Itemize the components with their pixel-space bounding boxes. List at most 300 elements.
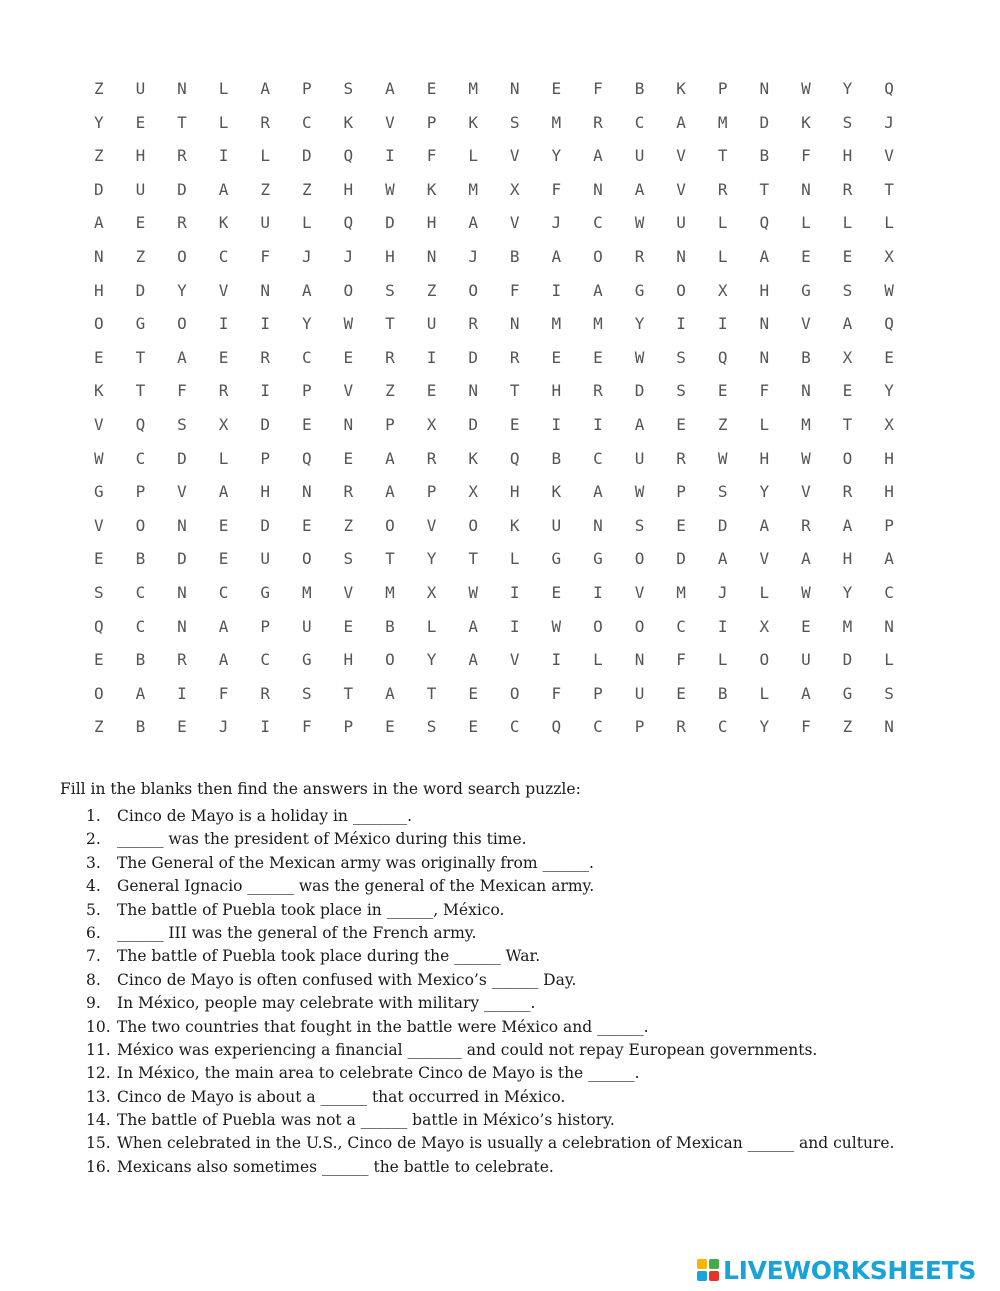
question-number: 8. [86, 970, 101, 989]
puzzle-letter: Y [426, 549, 437, 569]
puzzle-letter: G [842, 683, 853, 703]
puzzle-letter: W [634, 482, 645, 502]
puzzle-letter: G [551, 549, 562, 569]
puzzle-letter: U [634, 683, 645, 703]
puzzle-letter: P [717, 79, 728, 98]
puzzle-letter: F [801, 146, 811, 166]
puzzle-letter: H [759, 448, 770, 468]
puzzle-letter: S [385, 280, 395, 300]
puzzle-letter: Z [301, 179, 312, 199]
logo-wordmark: LIVEWORKSHEETS [723, 1255, 977, 1285]
puzzle-letter: B [135, 717, 146, 737]
puzzle-letter: O [468, 280, 478, 300]
puzzle-letter: E [842, 381, 853, 401]
puzzle-letter: Y [759, 717, 770, 737]
puzzle-letter: B [759, 146, 770, 166]
puzzle-letter: L [759, 582, 770, 602]
puzzle-letter: F [676, 650, 686, 670]
puzzle-letter: H [93, 280, 104, 300]
puzzle-letter: O [759, 650, 770, 670]
puzzle-letter: U [676, 213, 686, 233]
puzzle-letter: C [301, 112, 312, 132]
question-item [86, 1062, 894, 1085]
question-item [86, 1086, 894, 1109]
puzzle-letter: N [177, 616, 187, 636]
puzzle-letter: I [551, 280, 562, 300]
puzzle-letter: W [884, 280, 894, 300]
question-text: In México, people may celebrate with military ______. [117, 994, 536, 1013]
puzzle-letter: Q [717, 347, 728, 367]
puzzle-letter: D [135, 280, 146, 300]
question-item [86, 1156, 894, 1179]
puzzle-letter: E [426, 381, 437, 401]
puzzle-letter: R [842, 482, 853, 502]
puzzle-letter: A [634, 414, 645, 434]
puzzle-letter: Q [343, 213, 354, 233]
puzzle-letter: A [385, 448, 395, 468]
puzzle-letter: P [301, 381, 312, 401]
question-number: 16. [86, 1157, 111, 1176]
puzzle-letter: U [260, 549, 270, 569]
puzzle-letter: O [301, 549, 312, 569]
puzzle-letter: E [343, 347, 354, 367]
puzzle-letter: D [177, 549, 187, 569]
puzzle-letter: D [468, 347, 478, 367]
puzzle-letter: E [468, 717, 478, 737]
puzzle-letter: E [135, 112, 146, 132]
puzzle-letter: E [676, 414, 686, 434]
puzzle-letter: P [343, 717, 354, 737]
puzzle-letter: T [177, 112, 187, 132]
puzzle-letter: N [801, 179, 811, 199]
puzzle-letter: E [676, 683, 686, 703]
puzzle-letter: D [842, 650, 853, 670]
puzzle-letter: Q [343, 146, 354, 166]
puzzle-letter: A [801, 549, 811, 569]
puzzle-letter: L [717, 650, 728, 670]
puzzle-letter: G [260, 582, 270, 602]
puzzle-letter: R [509, 347, 520, 367]
puzzle-letter: A [717, 549, 728, 569]
puzzle-letter: R [842, 179, 853, 199]
puzzle-letter: E [801, 616, 811, 636]
puzzle-letter: V [385, 112, 395, 132]
puzzle-letter: O [385, 650, 395, 670]
puzzle-letter: M [385, 582, 395, 602]
puzzle-letter: K [468, 112, 478, 132]
puzzle-letter: T [842, 414, 853, 434]
puzzle-letter: Z [93, 146, 104, 166]
question-item [86, 1132, 894, 1155]
puzzle-letter: A [385, 482, 395, 502]
puzzle-letter: I [551, 650, 562, 670]
puzzle-letter: H [385, 246, 395, 266]
puzzle-letter: Y [426, 650, 437, 670]
question-text: México was experiencing a financial _______ and could not repay European governments. [117, 1040, 818, 1059]
puzzle-letter: N [884, 616, 894, 636]
question-item [86, 1109, 894, 1132]
puzzle-letter: J [218, 717, 229, 737]
question-text: The battle of Puebla took place during the ______ War. [117, 947, 541, 966]
puzzle-letter: V [634, 582, 645, 602]
question-text: ______ III was the general of the French army. [117, 923, 477, 942]
puzzle-letter: R [260, 683, 270, 703]
question-text: ______ was the president of México during this time. [117, 830, 527, 849]
puzzle-letter: E [468, 683, 478, 703]
puzzle-letter: U [135, 179, 146, 199]
puzzle-letter: A [468, 616, 478, 636]
puzzle-letter: L [468, 146, 478, 166]
puzzle-letter: E [551, 347, 562, 367]
puzzle-letter: T [385, 549, 395, 569]
puzzle-letter: B [717, 683, 728, 703]
puzzle-letter: E [801, 246, 811, 266]
puzzle-letter: T [385, 314, 395, 334]
logo-square-red [709, 1271, 719, 1281]
puzzle-letter: V [218, 280, 229, 300]
puzzle-letter: U [301, 616, 312, 636]
question-text: Cinco de Mayo is often confused with Mexico’s ______ Day. [117, 970, 577, 989]
puzzle-letter: Q [884, 314, 894, 334]
puzzle-letter: A [759, 515, 770, 535]
question-text: Mexicans also sometimes ______ the battle to celebrate. [117, 1157, 554, 1176]
puzzle-letter: R [177, 213, 187, 233]
puzzle-letter: P [135, 482, 146, 502]
puzzle-letter: A [218, 482, 229, 502]
puzzle-letter: X [468, 482, 478, 502]
puzzle-letter: E [717, 381, 728, 401]
question-item [86, 805, 894, 828]
puzzle-letter: L [759, 414, 770, 434]
puzzle-letter: D [301, 146, 312, 166]
question-item [86, 899, 894, 922]
puzzle-letter: V [93, 414, 104, 434]
puzzle-letter: R [593, 112, 603, 132]
puzzle-letter: D [676, 549, 686, 569]
puzzle-letter: G [93, 482, 104, 502]
puzzle-letter: L [717, 213, 728, 233]
puzzle-letter: J [884, 112, 894, 132]
puzzle-letter: T [717, 146, 728, 166]
puzzle-letter: N [177, 515, 187, 535]
puzzle-letter: H [842, 146, 853, 166]
puzzle-letter: P [260, 448, 270, 468]
puzzle-letter: P [593, 683, 603, 703]
puzzle-letter: C [593, 717, 603, 737]
puzzle-letter: E [135, 213, 146, 233]
puzzle-letter: V [177, 482, 187, 502]
puzzle-letter: H [426, 213, 437, 233]
puzzle-letter: R [343, 482, 354, 502]
puzzle-letter: N [593, 179, 603, 199]
puzzle-letter: L [218, 112, 229, 132]
puzzle-letter: H [260, 482, 270, 502]
puzzle-letter: N [593, 515, 603, 535]
question-number: 12. [86, 1064, 111, 1083]
puzzle-letter: Y [93, 112, 104, 132]
puzzle-letter: I [260, 717, 270, 737]
puzzle-letter: C [593, 448, 603, 468]
puzzle-letter: S [676, 381, 686, 401]
puzzle-letter: E [385, 717, 395, 737]
puzzle-letter: L [260, 146, 270, 166]
puzzle-letter: Y [301, 314, 312, 334]
liveworksheets-logo [697, 1255, 976, 1285]
puzzle-letter: H [759, 280, 770, 300]
puzzle-letter: K [551, 482, 562, 502]
puzzle-letter: L [884, 650, 894, 670]
puzzle-letter: X [884, 246, 894, 266]
puzzle-letter: H [343, 179, 354, 199]
puzzle-letter: C [634, 112, 645, 132]
puzzle-letter: Z [93, 717, 104, 737]
puzzle-letter: A [759, 246, 770, 266]
puzzle-letter: W [801, 582, 811, 602]
question-number: 15. [86, 1134, 111, 1153]
question-number: 14. [86, 1111, 111, 1130]
puzzle-letter: W [634, 213, 645, 233]
puzzle-letter: E [551, 582, 562, 602]
puzzle-letter: W [343, 314, 354, 334]
puzzle-letter: C [301, 347, 312, 367]
puzzle-letter: R [177, 146, 187, 166]
puzzle-letter: R [218, 381, 229, 401]
puzzle-letter: Z [717, 414, 728, 434]
puzzle-letter: L [759, 683, 770, 703]
question-number: 10. [86, 1017, 111, 1036]
puzzle-letter: K [426, 179, 437, 199]
puzzle-letter: I [260, 381, 270, 401]
puzzle-letter: D [759, 112, 770, 132]
puzzle-letter: V [884, 146, 894, 166]
puzzle-letter: R [177, 650, 187, 670]
puzzle-letter: L [301, 213, 312, 233]
puzzle-letter: O [177, 314, 187, 334]
puzzle-letter: N [509, 314, 520, 334]
puzzle-letter: X [759, 616, 770, 636]
puzzle-letter: A [93, 213, 104, 233]
puzzle-letter: W [468, 582, 478, 602]
puzzle-letter: E [884, 347, 894, 367]
puzzle-letter: X [884, 414, 894, 434]
puzzle-letter: W [634, 347, 645, 367]
puzzle-letter: I [717, 616, 728, 636]
puzzle-letter: J [468, 246, 478, 266]
puzzle-letter: T [509, 381, 520, 401]
puzzle-letter: S [426, 717, 437, 737]
puzzle-letter: S [343, 549, 354, 569]
puzzle-letter: S [884, 683, 894, 703]
question-text: When celebrated in the U.S., Cinco de Mayo is usually a celebration of Mexican ______ and culture. [117, 1134, 895, 1153]
puzzle-letter: U [634, 146, 645, 166]
puzzle-letter: B [634, 79, 645, 98]
puzzle-letter: U [135, 79, 146, 98]
puzzle-letter: R [260, 112, 270, 132]
puzzle-letter: L [426, 616, 437, 636]
puzzle-letter: Q [551, 717, 562, 737]
puzzle-letter: N [884, 717, 894, 737]
puzzle-letter: O [135, 515, 146, 535]
puzzle-letter: P [385, 414, 395, 434]
puzzle-letter: N [759, 347, 770, 367]
puzzle-letter: C [593, 213, 603, 233]
puzzle-letter: I [260, 314, 270, 334]
puzzle-letter: I [385, 146, 395, 166]
puzzle-letter: E [551, 79, 562, 98]
puzzle-letter: I [509, 616, 520, 636]
puzzle-letter: N [343, 414, 354, 434]
puzzle-letter: Q [759, 213, 770, 233]
puzzle-letter: Y [177, 280, 187, 300]
puzzle-letter: R [426, 448, 437, 468]
question-list [86, 805, 894, 1179]
puzzle-letter: N [468, 381, 478, 401]
puzzle-letter: A [842, 314, 853, 334]
puzzle-letter: V [343, 381, 354, 401]
logo-square-yellow [697, 1259, 707, 1269]
puzzle-letter: T [135, 347, 146, 367]
puzzle-letter: K [468, 448, 478, 468]
puzzle-letter: V [426, 515, 437, 535]
puzzle-letter: E [93, 549, 104, 569]
puzzle-letter: A [593, 146, 603, 166]
puzzle-letter: S [177, 414, 187, 434]
puzzle-letter: V [801, 482, 811, 502]
puzzle-letter: K [801, 112, 811, 132]
question-number: 9. [86, 994, 101, 1013]
puzzle-letter: V [509, 650, 520, 670]
puzzle-letter: A [260, 79, 270, 98]
puzzle-letter: A [385, 79, 395, 98]
puzzle-letter: L [593, 650, 603, 670]
puzzle-letter: N [260, 280, 270, 300]
puzzle-letter: W [385, 179, 395, 199]
puzzle-letter: A [551, 246, 562, 266]
puzzle-letter: N [301, 482, 312, 502]
puzzle-letter: N [759, 79, 770, 98]
puzzle-letter: A [801, 683, 811, 703]
puzzle-letter: L [842, 213, 853, 233]
puzzle-letter: P [884, 515, 894, 535]
puzzle-letter: W [551, 616, 562, 636]
puzzle-letter: L [218, 79, 229, 98]
puzzle-letter: I [593, 414, 603, 434]
puzzle-letter: E [218, 347, 229, 367]
puzzle-letter: P [426, 482, 437, 502]
puzzle-letter: L [509, 549, 520, 569]
question-text: In México, the main area to celebrate Cinco de Mayo is the ______. [117, 1064, 640, 1083]
puzzle-letter: A [884, 549, 894, 569]
puzzle-letter: F [426, 146, 437, 166]
puzzle-letter: A [842, 515, 853, 535]
puzzle-letter: X [218, 414, 229, 434]
puzzle-letter: V [801, 314, 811, 334]
puzzle-letter: T [343, 683, 354, 703]
puzzle-letter: U [260, 213, 270, 233]
puzzle-letter: O [634, 549, 645, 569]
puzzle-letter: G [301, 650, 312, 670]
puzzle-letter: E [218, 549, 229, 569]
puzzle-letter: V [509, 213, 520, 233]
puzzle-letter: D [260, 515, 270, 535]
puzzle-letter: O [385, 515, 395, 535]
puzzle-letter: F [801, 717, 811, 737]
puzzle-letter: S [842, 280, 853, 300]
puzzle-letter: Z [842, 717, 853, 737]
puzzle-letter: F [177, 381, 187, 401]
puzzle-letter: N [759, 314, 770, 334]
puzzle-letter: C [218, 582, 229, 602]
puzzle-letter: L [218, 448, 229, 468]
puzzle-letter: H [842, 549, 853, 569]
puzzle-letter: M [301, 582, 312, 602]
puzzle-letter: L [884, 213, 894, 233]
puzzle-letter: C [676, 616, 686, 636]
puzzle-letter: O [468, 515, 478, 535]
puzzle-letter: M [676, 582, 686, 602]
puzzle-letter: E [343, 616, 354, 636]
puzzle-letter: U [551, 515, 562, 535]
puzzle-letter: H [135, 146, 146, 166]
puzzle-letter: R [676, 448, 686, 468]
puzzle-letter: H [884, 448, 894, 468]
puzzle-letter: M [593, 314, 603, 334]
puzzle-letter: W [717, 448, 728, 468]
question-item [86, 922, 894, 945]
puzzle-letter: F [301, 717, 312, 737]
puzzle-letter: H [343, 650, 354, 670]
puzzle-letter: Q [301, 448, 312, 468]
puzzle-letter: Q [93, 616, 104, 636]
puzzle-letter: T [135, 381, 146, 401]
puzzle-letter: X [426, 414, 437, 434]
puzzle-letter: O [676, 280, 686, 300]
puzzle-letter: N [426, 246, 437, 266]
logo-square-green [709, 1259, 719, 1269]
puzzle-letter: Z [385, 381, 395, 401]
puzzle-letter: B [135, 650, 146, 670]
question-item [86, 1016, 894, 1039]
puzzle-letter: D [260, 414, 270, 434]
puzzle-letter: J [717, 582, 728, 602]
puzzle-letter: Q [509, 448, 520, 468]
puzzle-letter: C [135, 582, 146, 602]
puzzle-letter: Q [884, 79, 894, 98]
puzzle-letter: N [509, 79, 520, 98]
puzzle-letter: E [509, 414, 520, 434]
puzzle-letter: V [93, 515, 104, 535]
puzzle-letter: S [301, 683, 312, 703]
puzzle-letter: H [884, 482, 894, 502]
puzzle-letter: E [218, 515, 229, 535]
puzzle-letter: E [177, 717, 187, 737]
question-number: 11. [86, 1040, 111, 1059]
puzzle-letter: F [593, 79, 603, 98]
puzzle-letter: A [593, 280, 603, 300]
puzzle-letter: O [593, 616, 603, 636]
question-item [86, 969, 894, 992]
question-item [86, 945, 894, 968]
puzzle-letter: A [593, 482, 603, 502]
puzzle-letter: O [634, 616, 645, 636]
puzzle-letter: E [593, 347, 603, 367]
puzzle-letter: F [218, 683, 229, 703]
logo-square-blue [697, 1271, 707, 1281]
puzzle-letter: A [218, 179, 229, 199]
instructions-text: Fill in the blanks then find the answers in the word search puzzle: [60, 780, 581, 798]
puzzle-letter: A [385, 683, 395, 703]
puzzle-letter: D [385, 213, 395, 233]
